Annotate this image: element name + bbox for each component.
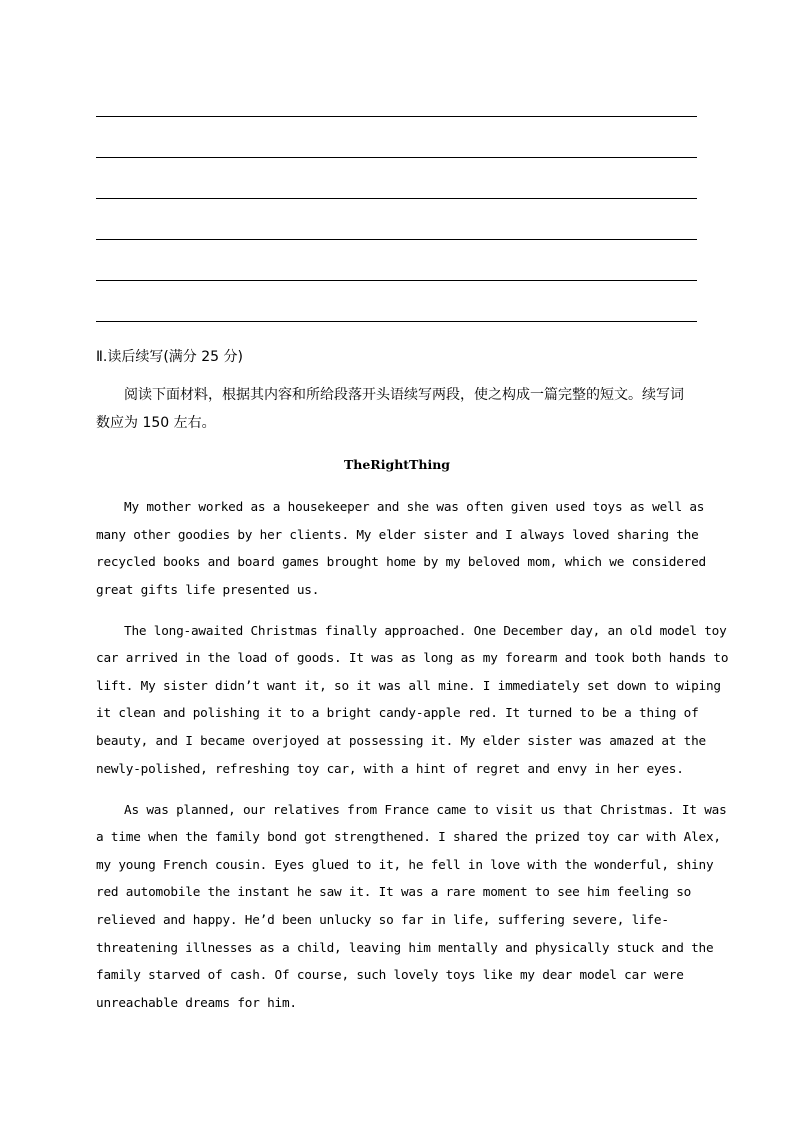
- instruction-line: 数应为 150 左右。: [96, 415, 216, 431]
- paragraph-2-line: The long-awaited Christmas finally approached. One December day, an old model toy: [124, 623, 727, 638]
- section-heading: Ⅱ.读后续写(满分 25 分): [96, 349, 243, 365]
- answer-line: [96, 157, 697, 158]
- paragraph-3-line: threatening illnesses as a child, leaving him mentally and physically stuck and the: [96, 940, 714, 955]
- paragraph-1-line: many other goodies by her clients. My elder sister and I always loved sharing the: [96, 527, 699, 542]
- paragraph-2-line: it clean and polishing it to a bright candy-apple red. It turned to be a thing of: [96, 705, 699, 720]
- paragraph-3-line: relieved and happy. He’d been unlucky so far in life, suffering severe, life-: [96, 912, 669, 927]
- answer-line: [96, 239, 697, 240]
- paragraph-3-line: a time when the family bond got strengthened. I shared the prized toy car with Alex,: [96, 829, 721, 844]
- paragraph-2-line: newly-polished, refreshing toy car, with a hint of regret and envy in her eyes.: [96, 761, 684, 776]
- paragraph-2-line: car arrived in the load of goods. It was as long as my forearm and took both hands to: [96, 650, 729, 665]
- paragraph-3-line: As was planned, our relatives from France came to visit us that Christmas. It was: [124, 802, 727, 817]
- answer-line: [96, 321, 697, 322]
- paragraph-1-line: great gifts life presented us.: [96, 582, 320, 597]
- instruction-line: 阅读下面材料，根据其内容和所给段落开头语续写两段，使之构成一篇完整的短文。续写词: [124, 387, 684, 403]
- paragraph-2-line: beauty, and I became overjoyed at possessing it. My elder sister was amazed at the: [96, 733, 706, 748]
- paragraph-1-line: My mother worked as a housekeeper and she was often given used toys as well as: [124, 499, 705, 514]
- paragraph-1-line: recycled books and board games brought home by my beloved mom, which we considered: [96, 554, 706, 569]
- paragraph-3-line: red automobile the instant he saw it. It was a rare moment to see him feeling so: [96, 884, 692, 899]
- answer-line: [96, 198, 697, 199]
- answer-line: [96, 280, 697, 281]
- paragraph-3-line: my young French cousin. Eyes glued to it, he fell in love with the wonderful, shiny: [96, 857, 714, 872]
- paragraph-2-line: lift. My sister didn’t want it, so it was all mine. I immediately set down to wiping: [96, 678, 721, 693]
- paragraph-3-line: family starved of cash. Of course, such lovely toys like my dear model car were: [96, 967, 684, 982]
- paragraph-3-line: unreachable dreams for him.: [96, 995, 297, 1010]
- answer-line: [96, 116, 697, 117]
- story-title: TheRightThing: [343, 457, 451, 472]
